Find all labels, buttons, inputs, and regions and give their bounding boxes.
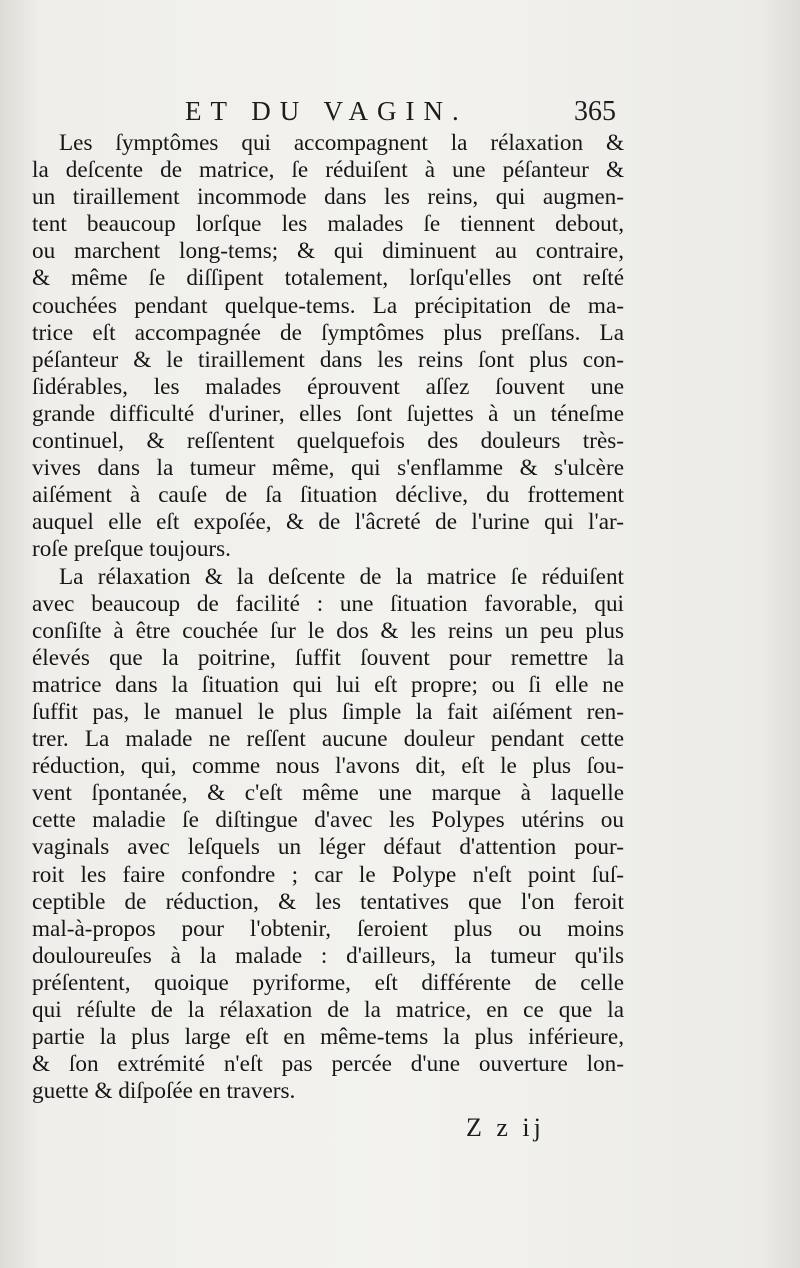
text-line: réduction, qui, comme nous l'avons dit, eſt le plus ſou- <box>32 753 624 780</box>
text-line: vaginals avec leſquels un léger défaut d'attention pour- <box>32 834 624 861</box>
text-line: ſidérables, les malades éprouvent aſſez ſouvent une <box>32 373 624 400</box>
text-line: douloureuſes à la malade : d'ailleurs, la tumeur qu'ils <box>32 942 624 969</box>
text-line: La rélaxation & la deſcente de la matrice ſe réduiſent <box>59 563 624 590</box>
text-line: vives dans la tumeur même, qui s'enflamme & s'ulcère <box>32 455 624 482</box>
text-line: tent beaucoup lorſque les malades ſe tiennent debout, <box>32 211 624 238</box>
text-line: la deſcente de matrice, ſe réduiſent à une péſanteur & <box>32 157 624 184</box>
text-line: vent ſpontanée, & c'eſt même une marque à laquelle <box>32 780 624 807</box>
text-line: aiſément à cauſe de ſa ſituation déclive, du frottement <box>32 482 624 509</box>
text-line: conſiſte à être couchée ſur le dos & les reins un peu plus <box>32 617 624 644</box>
text-line: préſentent, quoique pyriforme, eſt différente de celle <box>32 969 624 996</box>
text-line: grande difficulté d'uriner, elles ſont ſujettes à un téneſme <box>32 400 624 427</box>
signature-mark: Z z ij <box>466 1113 545 1142</box>
text-line: un tiraillement incommode dans les reins, qui augmen- <box>32 184 624 211</box>
text-line: partie la plus large eſt en même-tems la plus inférieure, <box>32 1024 624 1051</box>
text-line: ſuffit pas, le manuel le plus ſimple la fait aiſément ren- <box>32 698 624 725</box>
text-line: ceptible de réduction, & les tentatives que l'on feroit <box>32 888 624 915</box>
text-line: péſanteur & le tiraillement dans les reins ſont plus con- <box>32 346 624 373</box>
text-line: ou marchent long-tems; & qui diminuent au contraire, <box>32 238 624 265</box>
text-line: trice eſt accompagnée de ſymptômes plus preſſans. La <box>32 319 624 346</box>
page-number: 365 <box>574 96 616 127</box>
text-line: élevés que la poitrine, ſuffit ſouvent pour remettre la <box>32 644 624 671</box>
text-line: roit les faire confondre ; car le Polype n'eſt point ſuſ- <box>32 861 624 888</box>
running-head: ET DU VAGIN. <box>185 96 468 126</box>
text-line: & ſon extrémité n'eſt pas percée d'une ouverture lon- <box>32 1051 624 1078</box>
text-line: mal-à-propos pour l'obtenir, ſeroient plus ou moins <box>32 915 624 942</box>
paragraph-1 <box>32 130 624 564</box>
paragraph-2 <box>32 564 624 1106</box>
text-line: roſe preſque toujours. <box>32 536 231 563</box>
text-line: matrice dans la ſituation qui lui eſt propre; ou ſi elle ne <box>32 671 624 698</box>
text-line: Les ſymptômes qui accompagnent la rélaxation & <box>59 130 624 156</box>
text-line: continuel, & reſſentent quelquefois des douleurs très- <box>32 428 624 455</box>
text-line: trer. La malade ne reſſent aucune douleur pendant cette <box>32 726 624 753</box>
text-line: avec beaucoup de facilité : une ſituation favorable, qui <box>32 590 624 617</box>
text-line: guette & diſpoſée en travers. <box>32 1078 296 1105</box>
body-text <box>32 130 624 1105</box>
text-line: qui réſulte de la rélaxation de la matrice, en ce que la <box>32 997 624 1023</box>
text-line: auquel elle eſt expoſée, & de l'âcreté de l'urine qui l'ar- <box>32 509 624 536</box>
text-line: cette maladie ſe diſtingue d'avec les Polypes utérins ou <box>32 807 624 834</box>
text-line: & même ſe diſſipent totalement, lorſqu'elles ont reſté <box>32 265 624 292</box>
text-line: couchées pendant quelque-tems. La précipitation de ma- <box>32 292 624 319</box>
